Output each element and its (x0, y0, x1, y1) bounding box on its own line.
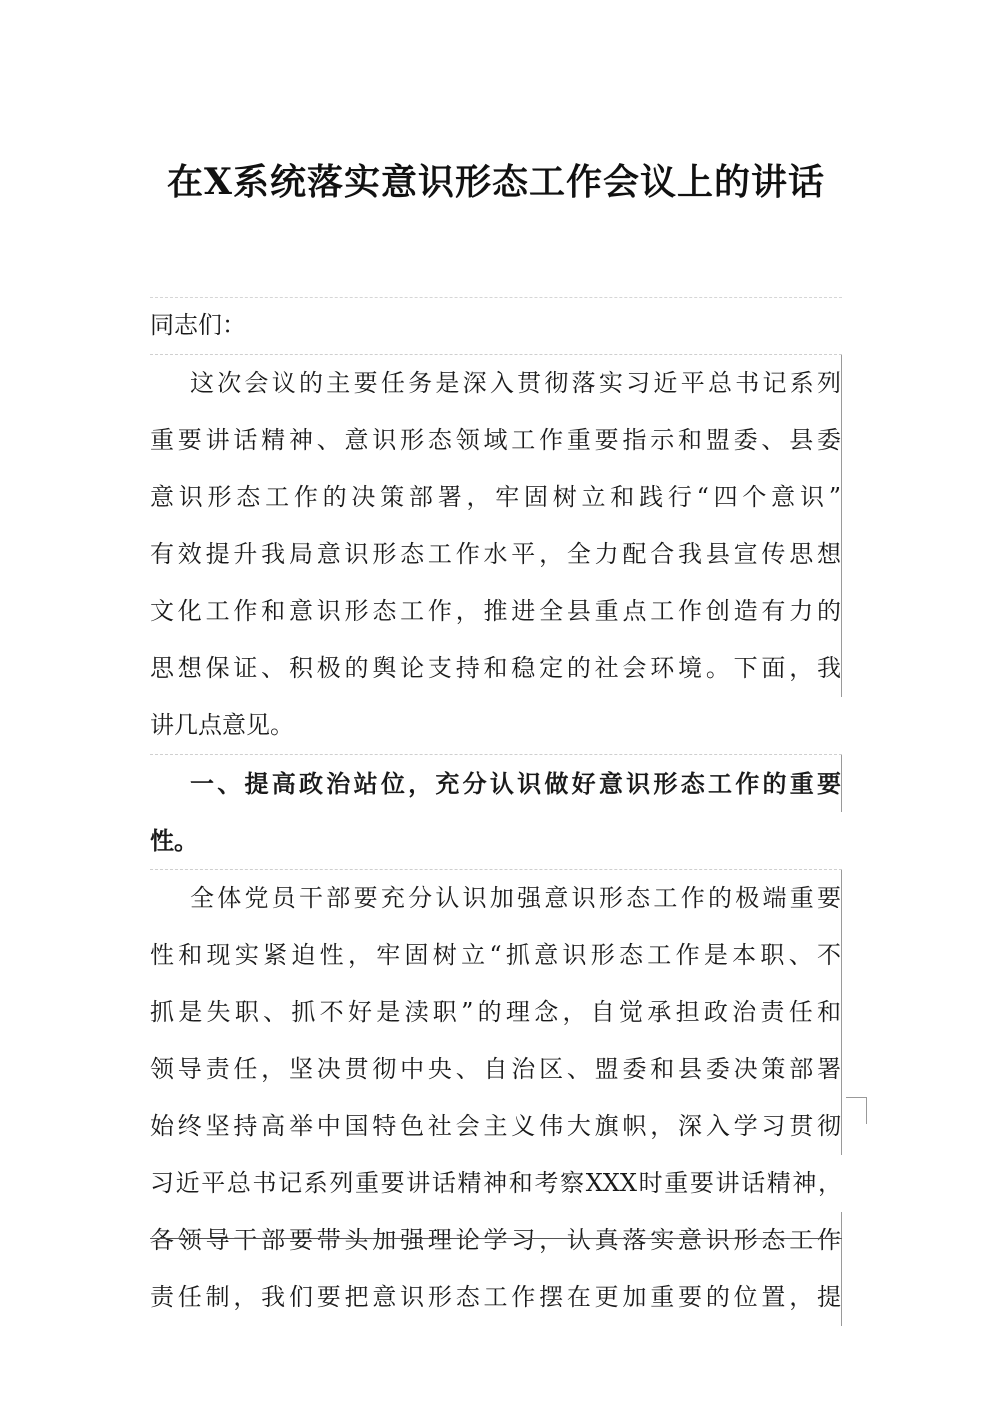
section-heading-1 (150, 754, 842, 869)
paragraph-line: 习近平总书记系列重要讲话精神和考察XXX时重要讲话精神， (150, 1169, 842, 1197)
document-title: 在X系统落实意识形态工作会议上的讲话 (167, 161, 825, 203)
paragraph-line: 各领导干部要带头加强理论学习，认真落实意识形态工作 (150, 1212, 842, 1269)
paragraph-line: 责任制，我们要把意识形态工作摆在更加重要的位置，提 (150, 1269, 842, 1326)
paragraph-2 (150, 869, 842, 1326)
paragraph-line: 领导责任，坚决贯彻中央、自治区、盟委和县委决策部署 (150, 1041, 842, 1098)
salutation: 同志们： (150, 311, 246, 339)
paragraph-line: 全体党员干部要充分认识加强意识形态工作的极端重要 (150, 870, 842, 927)
paragraph-line: 抓是失职、抓不好是渎职”的理念，自觉承担政治责任和 (150, 984, 842, 1041)
paragraph-line: 这次会议的主要任务是深入贯彻落实习近平总书记系列 (150, 355, 842, 412)
bottom-rule (150, 1238, 842, 1239)
paragraph-line: 讲几点意见。 (150, 711, 294, 739)
heading-line: 一、提高政治站位，充分认识做好意识形态工作的重要 (150, 755, 842, 812)
paragraph-line: 有效提升我局意识形态工作水平，全力配合我县宣传思想 (150, 526, 842, 583)
paragraph-line: 意识形态工作的决策部署，牢固树立和践行“四个意识” (150, 469, 842, 526)
paragraph-line: 重要讲话精神、意识形态领域工作重要指示和盟委、县委 (150, 412, 842, 469)
paragraph-1 (150, 354, 842, 754)
paragraph-line: 思想保证、积极的舆论支持和稳定的社会环境。下面，我 (150, 640, 842, 697)
heading-line: 性。 (150, 826, 198, 855)
paragraph-line: 始终坚持高举中国特色社会主义伟大旗帜，深入学习贯彻 (150, 1098, 842, 1155)
paragraph-line: 性和现实紧迫性，牢固树立“抓意识形态工作是本职、不 (150, 927, 842, 984)
paragraph-line: 文化工作和意识形态工作，推进全县重点工作创造有力的 (150, 583, 842, 640)
document-body (150, 297, 842, 1326)
margin-corner-mark (846, 1097, 867, 1124)
